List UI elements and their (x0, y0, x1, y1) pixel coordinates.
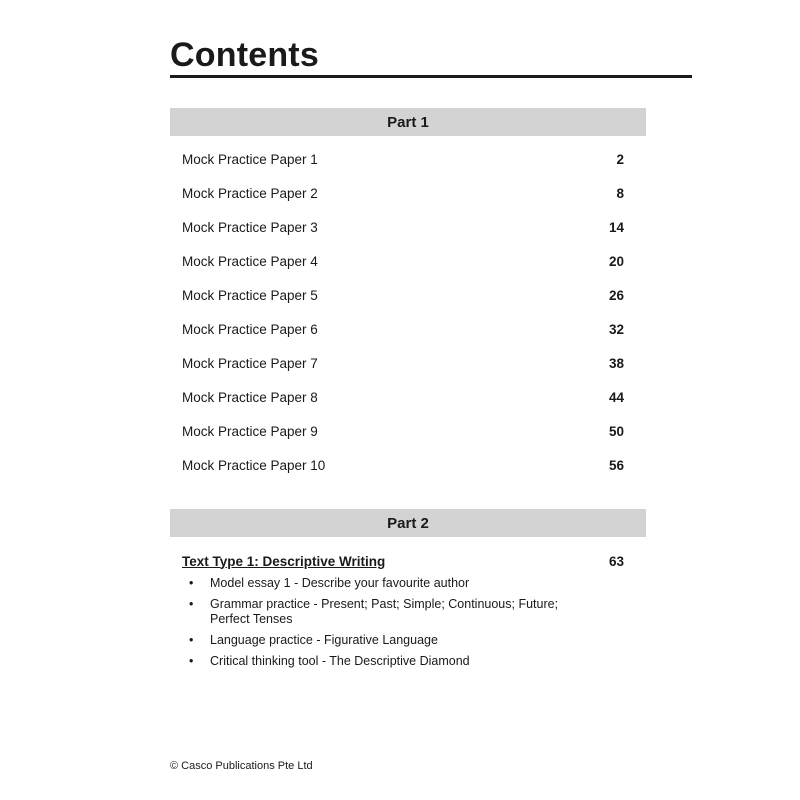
copyright-notice: © Casco Publications Pte Ltd (170, 760, 313, 772)
bullet-icon: • (189, 597, 194, 611)
toc-entry[interactable] (182, 448, 624, 482)
toc-entry-label: Mock Practice Paper 4 (182, 253, 318, 269)
toc-entry-label: Mock Practice Paper 9 (182, 423, 318, 439)
toc-entry-page: 20 (608, 253, 624, 269)
part2-section (182, 552, 624, 675)
text-type-bullet-list (182, 576, 624, 669)
bullet-text: Model essay 1 - Describe your favourite author (210, 576, 470, 590)
toc-entry-page: 2 (616, 151, 624, 167)
toc-entry-label: Mock Practice Paper 8 (182, 389, 318, 405)
toc-entry-page: 56 (608, 457, 624, 473)
toc-entry[interactable] (182, 346, 624, 380)
toc-entry[interactable] (182, 244, 624, 278)
toc-entry-page: 50 (608, 423, 624, 439)
toc-entry-label: Mock Practice Paper 6 (182, 321, 318, 337)
toc-entry[interactable] (182, 176, 624, 210)
bullet-icon: • (189, 654, 194, 668)
toc-entry[interactable] (182, 414, 624, 448)
bullet-text: Grammar practice - Present; Past; Simple; Continuous; Future; Perfect Tenses (210, 597, 559, 626)
bullet-item (182, 633, 590, 648)
toc-entry[interactable] (182, 380, 624, 414)
toc-entry-page: 38 (608, 355, 624, 371)
bullet-icon: • (189, 633, 194, 647)
toc-entry-label: Mock Practice Paper 10 (182, 457, 326, 473)
toc-entry[interactable] (182, 312, 624, 346)
page-title: Contents (170, 36, 319, 74)
bullet-text: Critical thinking tool - The Descriptive Diamond (210, 654, 470, 668)
toc-entry-page: 26 (608, 287, 624, 303)
toc-entry[interactable] (182, 210, 624, 244)
toc-entry-label: Mock Practice Paper 7 (182, 355, 318, 371)
toc-entry-page: 8 (616, 185, 624, 201)
part1-toc-list (182, 142, 624, 482)
toc-entry-label: Mock Practice Paper 5 (182, 287, 318, 303)
part1-heading: Part 1 (170, 108, 646, 136)
text-type-page: 63 (608, 553, 624, 569)
bullet-item (182, 597, 590, 627)
toc-entry-page: 44 (608, 389, 624, 405)
title-underline (170, 75, 692, 78)
toc-entry-page: 32 (608, 321, 624, 337)
text-type-entry[interactable] (182, 552, 624, 570)
toc-entry-label: Mock Practice Paper 1 (182, 151, 318, 167)
text-type-title: Text Type 1: Descriptive Writing (182, 553, 386, 569)
bullet-text: Language practice - Figurative Language (210, 633, 438, 647)
bullet-item (182, 576, 590, 591)
bullet-item (182, 654, 590, 669)
toc-entry-page: 14 (608, 219, 624, 235)
toc-entry[interactable] (182, 278, 624, 312)
bullet-icon: • (189, 576, 194, 590)
part2-heading: Part 2 (170, 509, 646, 537)
toc-entry[interactable] (182, 142, 624, 176)
toc-entry-label: Mock Practice Paper 2 (182, 185, 318, 201)
toc-entry-label: Mock Practice Paper 3 (182, 219, 318, 235)
